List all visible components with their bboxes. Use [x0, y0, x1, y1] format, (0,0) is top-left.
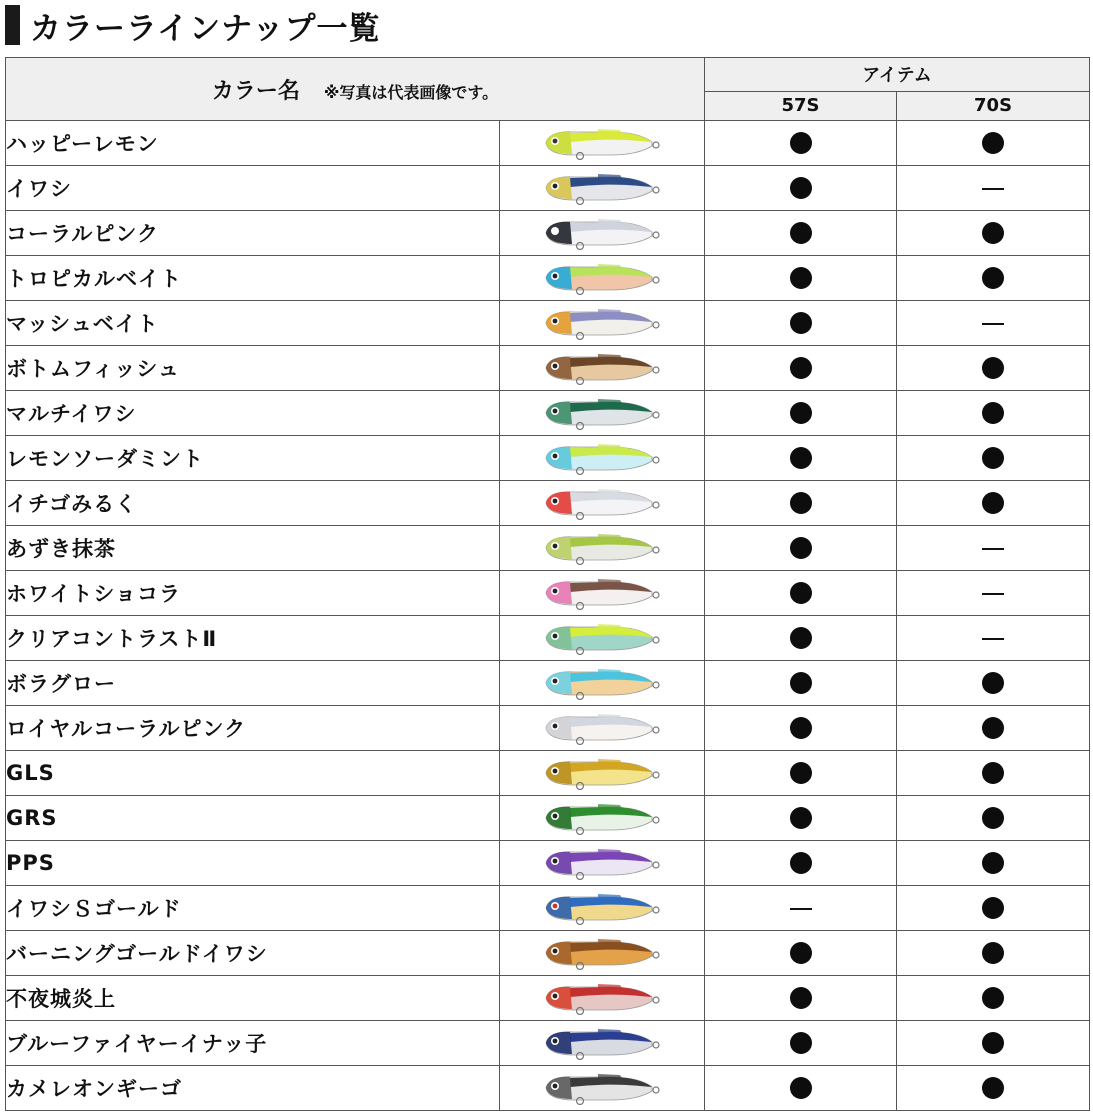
availability-57s [705, 571, 897, 616]
availability-70s [897, 1066, 1090, 1111]
lure-image-cell [500, 886, 705, 931]
unavailable-dash [982, 323, 1004, 325]
availability-70s [897, 706, 1090, 751]
table-row [6, 661, 1090, 706]
lure-image-cell [500, 571, 705, 616]
availability-70s [897, 796, 1090, 841]
availability-57s [705, 661, 897, 706]
available-dot [790, 537, 812, 559]
lure-image [540, 846, 664, 880]
lure-image-cell [500, 481, 705, 526]
availability-57s [705, 1066, 897, 1111]
available-dot [790, 987, 812, 1009]
availability-70s [897, 346, 1090, 391]
lure-image [540, 981, 664, 1015]
title-bar-marker [5, 5, 20, 45]
lure-image [540, 531, 664, 565]
color-lineup-table [5, 57, 1090, 1111]
available-dot [790, 942, 812, 964]
availability-57s [705, 616, 897, 661]
availability-70s [897, 301, 1090, 346]
lure-image-cell [500, 1021, 705, 1066]
available-dot [982, 717, 1004, 739]
lure-image-cell [500, 706, 705, 751]
available-dot [982, 447, 1004, 469]
availability-70s [897, 661, 1090, 706]
available-dot [790, 222, 812, 244]
lure-image-cell [500, 166, 705, 211]
lure-image [540, 801, 664, 835]
color-name: クリアコントラストⅡ [6, 616, 500, 661]
available-dot [982, 492, 1004, 514]
lure-image [540, 711, 664, 745]
lure-image-cell [500, 796, 705, 841]
table-row [6, 706, 1090, 751]
lure-image-cell [500, 841, 705, 886]
table-row [6, 346, 1090, 391]
availability-57s [705, 751, 897, 796]
table-row [6, 1066, 1090, 1111]
table-row [6, 976, 1090, 1021]
lure-image-cell [500, 436, 705, 481]
available-dot [790, 267, 812, 289]
available-dot [790, 852, 812, 874]
availability-57s [705, 391, 897, 436]
available-dot [790, 1032, 812, 1054]
table-body [6, 121, 1090, 1111]
lure-image-cell [500, 661, 705, 706]
availability-57s [705, 256, 897, 301]
color-name: カメレオンギーゴ [6, 1066, 500, 1111]
color-name: イチゴみるく [6, 481, 500, 526]
color-name: トロピカルベイト [6, 256, 500, 301]
table-row [6, 256, 1090, 301]
availability-57s [705, 211, 897, 256]
lure-image [540, 306, 664, 340]
lure-image-cell [500, 526, 705, 571]
lure-image-cell [500, 1066, 705, 1111]
unavailable-dash [982, 593, 1004, 595]
available-dot [790, 177, 812, 199]
color-name: ロイヤルコーラルピンク [6, 706, 500, 751]
availability-57s [705, 526, 897, 571]
color-name: PPS [6, 841, 500, 886]
lure-image [540, 936, 664, 970]
availability-57s [705, 886, 897, 931]
lure-image [540, 891, 664, 925]
availability-70s [897, 166, 1090, 211]
table-row [6, 211, 1090, 256]
color-name-header [6, 58, 705, 121]
available-dot [982, 762, 1004, 784]
color-name: バーニングゴールドイワシ [6, 931, 500, 976]
unavailable-dash [982, 548, 1004, 550]
lure-image [540, 126, 664, 160]
available-dot [982, 987, 1004, 1009]
lure-image [540, 261, 664, 295]
lure-image-cell [500, 976, 705, 1021]
table-row [6, 121, 1090, 166]
table-row [6, 391, 1090, 436]
unavailable-dash [982, 188, 1004, 190]
lure-image [540, 216, 664, 250]
table-row [6, 751, 1090, 796]
availability-57s [705, 121, 897, 166]
availability-70s [897, 481, 1090, 526]
available-dot [982, 672, 1004, 694]
availability-70s [897, 211, 1090, 256]
lure-image [540, 441, 664, 475]
unavailable-dash [790, 908, 812, 910]
availability-57s [705, 706, 897, 751]
availability-57s [705, 841, 897, 886]
availability-70s [897, 841, 1090, 886]
lure-image [540, 486, 664, 520]
availability-70s [897, 886, 1090, 931]
available-dot [982, 357, 1004, 379]
availability-57s [705, 436, 897, 481]
lure-image-cell [500, 121, 705, 166]
available-dot [982, 1032, 1004, 1054]
color-name: 不夜城炎上 [6, 976, 500, 1021]
color-name: GRS [6, 796, 500, 841]
available-dot [982, 132, 1004, 154]
availability-70s [897, 121, 1090, 166]
table-row [6, 616, 1090, 661]
available-dot [790, 627, 812, 649]
lure-image-cell [500, 391, 705, 436]
available-dot [790, 807, 812, 829]
lure-image-cell [500, 256, 705, 301]
color-name: マッシュベイト [6, 301, 500, 346]
availability-70s [897, 1021, 1090, 1066]
color-name: ボトムフィッシュ [6, 346, 500, 391]
lure-image-cell [500, 616, 705, 661]
color-name-label: カラー名 [211, 78, 300, 104]
lure-image [540, 666, 664, 700]
color-name: GLS [6, 751, 500, 796]
color-name: ブルーファイヤーイナッ子 [6, 1021, 500, 1066]
availability-70s [897, 751, 1090, 796]
available-dot [790, 447, 812, 469]
available-dot [790, 717, 812, 739]
table-row [6, 436, 1090, 481]
available-dot [790, 492, 812, 514]
available-dot [790, 1077, 812, 1099]
table-row [6, 481, 1090, 526]
table-row [6, 301, 1090, 346]
table-row [6, 166, 1090, 211]
lure-image [540, 351, 664, 385]
available-dot [982, 897, 1004, 919]
availability-57s [705, 796, 897, 841]
available-dot [982, 222, 1004, 244]
available-dot [790, 672, 812, 694]
size-header-57s: 57S [705, 91, 897, 120]
availability-70s [897, 436, 1090, 481]
availability-57s [705, 346, 897, 391]
availability-70s [897, 571, 1090, 616]
lure-image-cell [500, 346, 705, 391]
size-header-70s: 70S [897, 91, 1090, 120]
available-dot [982, 402, 1004, 424]
page-title [5, 4, 380, 46]
color-name: レモンソーダミント [6, 436, 500, 481]
lure-image-cell [500, 301, 705, 346]
color-name: ホワイトショコラ [6, 571, 500, 616]
table-row [6, 886, 1090, 931]
availability-70s [897, 391, 1090, 436]
lure-image [540, 1071, 664, 1105]
available-dot [982, 852, 1004, 874]
lure-image [540, 171, 664, 205]
available-dot [790, 582, 812, 604]
available-dot [790, 762, 812, 784]
table-row [6, 931, 1090, 976]
lure-image-cell [500, 751, 705, 796]
color-name: イワシＳゴールド [6, 886, 500, 931]
lure-image [540, 576, 664, 610]
available-dot [790, 132, 812, 154]
lure-image-cell [500, 931, 705, 976]
table-row [6, 841, 1090, 886]
table-row [6, 571, 1090, 616]
photo-note: ※写真は代表画像です。 [323, 82, 499, 102]
availability-57s [705, 1021, 897, 1066]
available-dot [790, 312, 812, 334]
color-name: あずき抹茶 [6, 526, 500, 571]
lure-image-cell [500, 211, 705, 256]
lure-image [540, 621, 664, 655]
available-dot [982, 267, 1004, 289]
availability-57s [705, 976, 897, 1021]
availability-70s [897, 976, 1090, 1021]
item-header: アイテム [705, 58, 1090, 92]
lure-image [540, 396, 664, 430]
color-name: マルチイワシ [6, 391, 500, 436]
lure-image [540, 756, 664, 790]
available-dot [982, 1077, 1004, 1099]
availability-57s [705, 481, 897, 526]
availability-57s [705, 301, 897, 346]
table-row [6, 796, 1090, 841]
unavailable-dash [982, 638, 1004, 640]
availability-57s [705, 166, 897, 211]
availability-70s [897, 256, 1090, 301]
availability-70s [897, 526, 1090, 571]
availability-57s [705, 931, 897, 976]
color-name: イワシ [6, 166, 500, 211]
availability-70s [897, 931, 1090, 976]
table-row [6, 1021, 1090, 1066]
availability-70s [897, 616, 1090, 661]
available-dot [790, 402, 812, 424]
available-dot [982, 942, 1004, 964]
available-dot [982, 807, 1004, 829]
color-name: ハッピーレモン [6, 121, 500, 166]
page-title-text: カラーラインナップ一覧 [30, 10, 381, 47]
color-name: コーラルピンク [6, 211, 500, 256]
table-row [6, 526, 1090, 571]
color-name: ボラグロー [6, 661, 500, 706]
available-dot [790, 357, 812, 379]
lure-image [540, 1026, 664, 1060]
